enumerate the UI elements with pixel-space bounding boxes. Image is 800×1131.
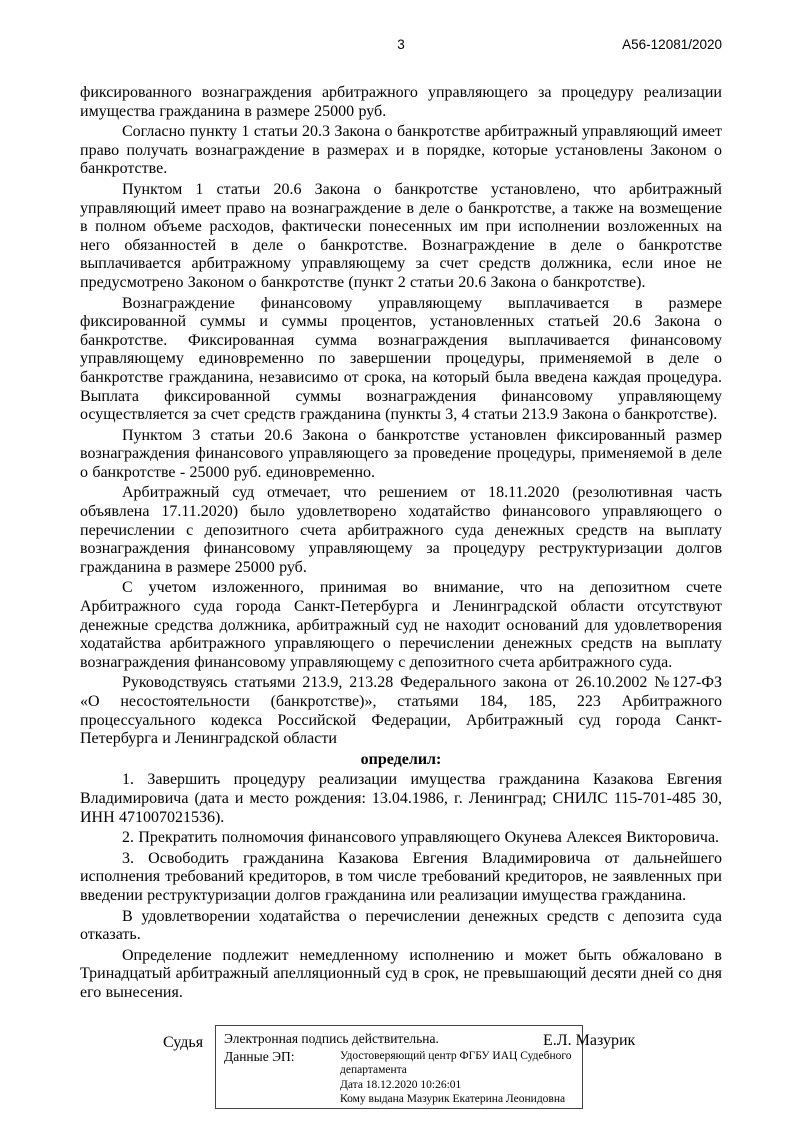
resolution-item: Определение подлежит немедленному исполнению и может быть обжаловано в Тринадцатый арбитражный апелляционный суд в срок, не превышающий десяти дней со дня его вынесения. bbox=[80, 946, 722, 1001]
page-header bbox=[80, 36, 722, 54]
signature-block bbox=[80, 1025, 722, 1125]
stamp-date: Дата 18.12.2020 10:26:01 bbox=[340, 1078, 462, 1091]
body-paragraph: Арбитражный суд отмечает, что решением от 18.11.2020 (резолютивная часть объявлена 17.11.2020) было удовлетворено ходатайство финансового управляющего о перечислении с депозитного счета арбитражного суда денежных средств на выплату вознаграждения финансовому управляющему за процедуру реструктуризации долгов гражданина в размере 25000 руб. bbox=[80, 484, 722, 576]
stamp-data-label: Данные ЭП: bbox=[224, 1048, 295, 1064]
body-paragraph: Согласно пункту 1 статьи 20.3 Закона о банкротстве арбитражный управляющий имеет право получать вознаграждение в размерах и в порядке, которые установлены Законом о банкротстве. bbox=[80, 123, 722, 178]
judge-name: Е.Л. Мазурик bbox=[543, 1031, 636, 1049]
resolution-item: В удовлетворении ходатайства о перечислении денежных средств с депозита суда отказать. bbox=[80, 907, 722, 944]
stamp-validity-text: Электронная подпись действительна. bbox=[224, 1030, 439, 1046]
stamp-data-values bbox=[340, 1049, 574, 1107]
body-paragraph: Вознаграждение финансовому управляющему выплачивается в размере фиксированной суммы и суммы процентов, установленных статьей 20.6 Закона о банкротстве. Фиксированная сумма вознаграждения выплачивается финансовому управляющему единовременно по завершении процедуры, применяемой в деле о банкротстве гражданина, независимо от срока, на который была введена каждая процедура. Выплата фиксированной суммы вознаграждения финансовому управляющему осуществляется за счет средств гражданина (пункты 3, 4 статьи 213.9 Закона о банкротстве). bbox=[80, 294, 722, 424]
resolution-item: 2. Прекратить полномочия финансового управляющего Окунева Алексея Викторовича. bbox=[122, 829, 720, 847]
judge-label: Судья bbox=[163, 1033, 204, 1051]
body-paragraph: Пунктом 1 статьи 20.6 Закона о банкротстве установлено, что арбитражный управляющий имеет право на вознаграждение в деле о банкротстве, а также на возмещение в полном объеме расходов, фактически понесенных им при исполнении возложенных на него обязанностей в деле о банкротстве. Вознаграждение в деле о банкротстве выплачивается арбитражному управляющему за счет средств должника, если иное не предусмотрено Законом о банкротстве (пункт 2 статьи 20.6 Закона о банкротстве). bbox=[80, 180, 722, 291]
body-paragraph: С учетом изложенного, принимая во внимание, что на депозитном счете Арбитражного суда города Санкт-Петербурга и Ленинградской области отсутствуют денежные средства должника, арбитражный суд не находит оснований для удовлетворения ходатайства арбитражного управляющего о перечислении денежных средств на выплату вознаграждения финансовому управляющему с депозитного счета арбитражного суда. bbox=[80, 579, 722, 671]
stamp-issued-to: Кому выдана Мазурик Екатерина Леонидовна bbox=[340, 1093, 566, 1105]
resolution-heading: определил: bbox=[360, 750, 442, 768]
case-number: А56-12081/2020 bbox=[622, 37, 722, 52]
stamp-authority: Удостоверяющий центр ФГБУ ИАЦ Судебного департамента bbox=[340, 1049, 572, 1076]
resolution-item: 1. Завершить процедуру реализации имущества гражданина Казакова Евгения Владимировича (дата и место рождения: 13.04.1986, г. Ленинград; СНИЛС 115-701-485 30, ИНН 471007021536). bbox=[80, 771, 722, 826]
body-paragraph: фиксированного вознаграждения арбитражного управляющего за процедуру реализации имущества гражданина в размере 25000 руб. bbox=[80, 84, 722, 120]
electronic-signature-stamp bbox=[215, 1025, 583, 1109]
document-body bbox=[80, 84, 722, 1003]
body-paragraph: Руководствуясь статьями 213.9, 213.28 Федерального закона от 26.10.2002 №127-ФЗ «О несостоятельности (банкротстве)», статьями 184, 185, 223 Арбитражного процессуального кодекса Российской Федерации, Арбитражный суд города Санкт-Петербурга и Ленинградской области bbox=[80, 674, 722, 748]
stamp-data-row bbox=[224, 1049, 574, 1107]
body-paragraph: Пунктом 3 статьи 20.6 Закона о банкротстве установлен фиксированный размер вознаграждения финансового управляющего за проведение процедуры, применяемой в деле о банкротстве - 25000 руб. единовременно. bbox=[80, 426, 722, 481]
page-number: 3 bbox=[397, 37, 405, 52]
resolution-item: 3. Освободить гражданина Казакова Евгения Владимировича от дальнейшего исполнения требований кредиторов, в том числе требований кредиторов, не заявленных при введении реструктуризации долгов гражданина или реализации имущества гражданина. bbox=[80, 849, 722, 904]
